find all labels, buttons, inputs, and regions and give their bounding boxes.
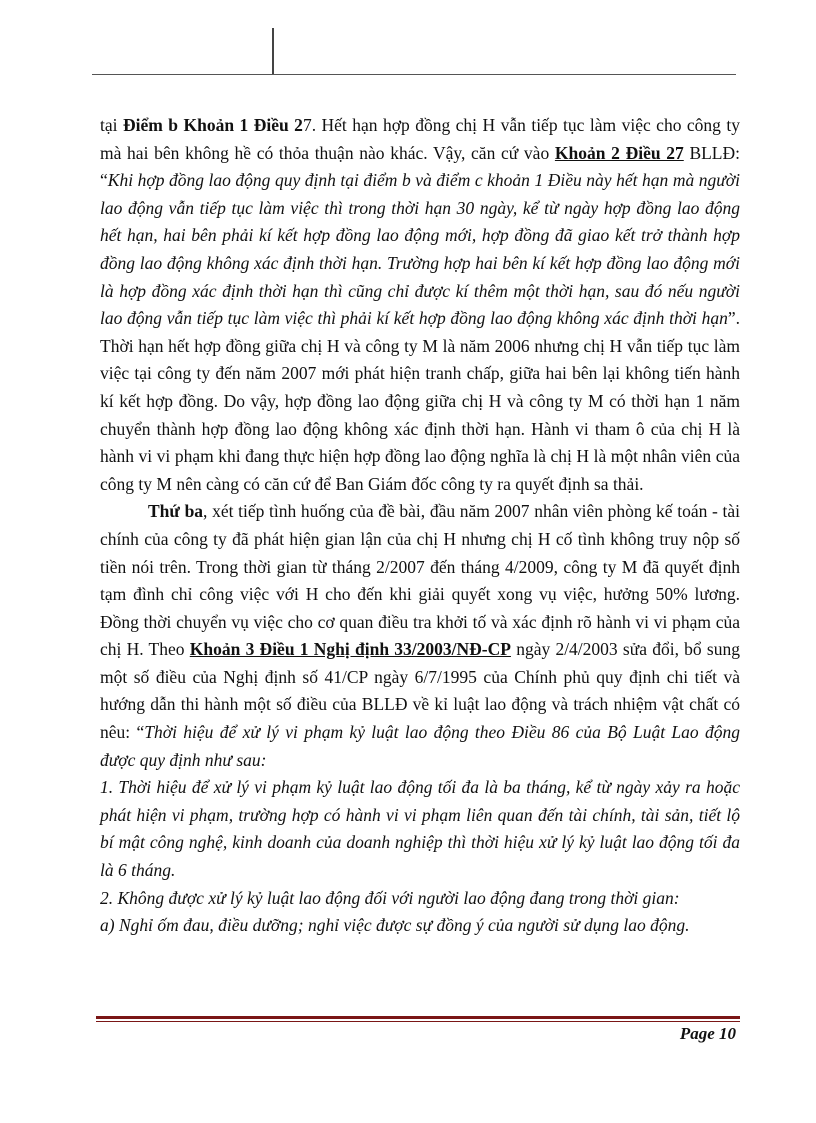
list-item-2: 2. Không được xử lý kỷ luật lao động đối với người lao động đang trong thời gian: [100,887,680,908]
list-item-2a: a) Nghỉ ốm đau, điều dưỡng; nghỉ việc được sự đồng ý của người sử dụng lao động. [100,915,690,936]
header-rule [92,74,736,75]
list-item-1: 1. Thời hiệu để xử lý vi phạm kỷ luật lao động tối đa là ba tháng, kể từ ngày xảy ra hoặc phát hiện vi phạm, trường hợp có hành vi vi phạm liên quan đến tài chính, tài sản, tiết lộ bí mật công nghệ, kinh doanh của doanh nghiệp thì thời hiệu xử lý kỷ luật lao động tối đa là 6 tháng. [100,777,740,881]
bold-reference: Điểm b Khoản 1 Điều 2 [122,115,303,135]
underlined-reference: Khoản 2 Điều 27 [554,142,684,163]
document-body [100,112,740,940]
paragraph-1 [100,112,740,498]
quoted-law-text: Khi hợp đồng lao động quy định tại điểm b và điểm c khoản 1 Điều này hết hạn mà người lao động vẫn tiếp tục làm việc thì trong thời hạn 30 ngày, kể từ ngày hợp đồng lao động hết hạn, hai bên phải kí kết hợp đồng lao động mới, hợp đồng đã giao kết trở thành hợp đồng lao động không xác định thời hạn. Trường hợp hai bên kí kết hợp đồng lao động mới là hợp đồng xác định thời hạn thì cũng chỉ được kí thêm một thời hạn, sau đó nếu người lao động vẫn tiếp tục làm việc thì phải kí kết hợp đồng lao động không xác định thời hạn [100,170,740,329]
footer-rule-thin [96,1021,740,1022]
header-vertical-rule [272,28,274,74]
bold-heading-word: Thứ ba [148,501,204,522]
text-run: BLLĐ: “ [100,142,740,191]
underlined-reference: Khoản 3 Điều 1 Nghị định 33/2003/NĐ-CP [189,639,511,660]
paragraph-2 [100,498,740,774]
text-run: ngày 2/4/2003 sửa đổi, bổ sung một số điều của Nghị định số 41/CP ngày 6/7/1995 của Chính phủ quy định chi tiết và hướng dẫn thi hành một số điều của BLLĐ về kỉ luật lao động và trách nhiệm vật chất có nêu: “ [100,639,740,743]
text-run: 7. Hết hạn hợp đồng chị H vẫn tiếp tục làm việc cho công ty mà hai bên không hề có thỏa thuận nào khác. Vậy, căn cứ vào [100,115,741,163]
text-run: tại [100,115,123,135]
text-run: , xét tiếp tình huống của đề bài, đầu năm 2007 nhân viên phòng kế toán - tài chính của công ty đã phát hiện gian lận của chị H nhưng chị H cố tình không truy nộp số tiền nói trên. Trong thời gian từ tháng 2/2007 đến tháng 4/2009, công ty M đã quyết định tạm đình chỉ công việc với H cho đến khi giải quyết xong vụ việc, hưởng 50% lương. Đồng thời chuyển vụ việc cho cơ quan điều tra khởi tố và xác định rõ hành vi vi phạm của chị H. Theo [100,501,740,660]
page-number: Page 10 [679,1024,736,1043]
footer-rule-thick [96,1016,740,1019]
quoted-law-text: Thời hiệu để xử lý vi phạm kỷ luật lao động theo Điều 86 của Bộ Luật Lao động được quy định như sau: [100,722,740,770]
text-run: ”. Thời hạn hết hợp đồng giữa chị H và công ty M là năm 2006 nhưng chị H vẫn tiếp tục làm việc tại công ty đến năm 2007 mới phát hiện tranh chấp, giữa hai bên lại không tiến hành kí kết hợp đồng. Do vậy, hợp đồng lao động giữa chị H và công ty M có thời hạn 1 năm chuyển thành hợp đồng lao động không xác định thời hạn. Hành vi tham ô của chị H là hành vi vi phạm khi đang thực hiện hợp đồng lao động nghĩa là chị H là một nhân viên của công ty M nên càng có căn cứ để Ban Giám đốc công ty ra quyết định sa thải. [100,308,740,494]
